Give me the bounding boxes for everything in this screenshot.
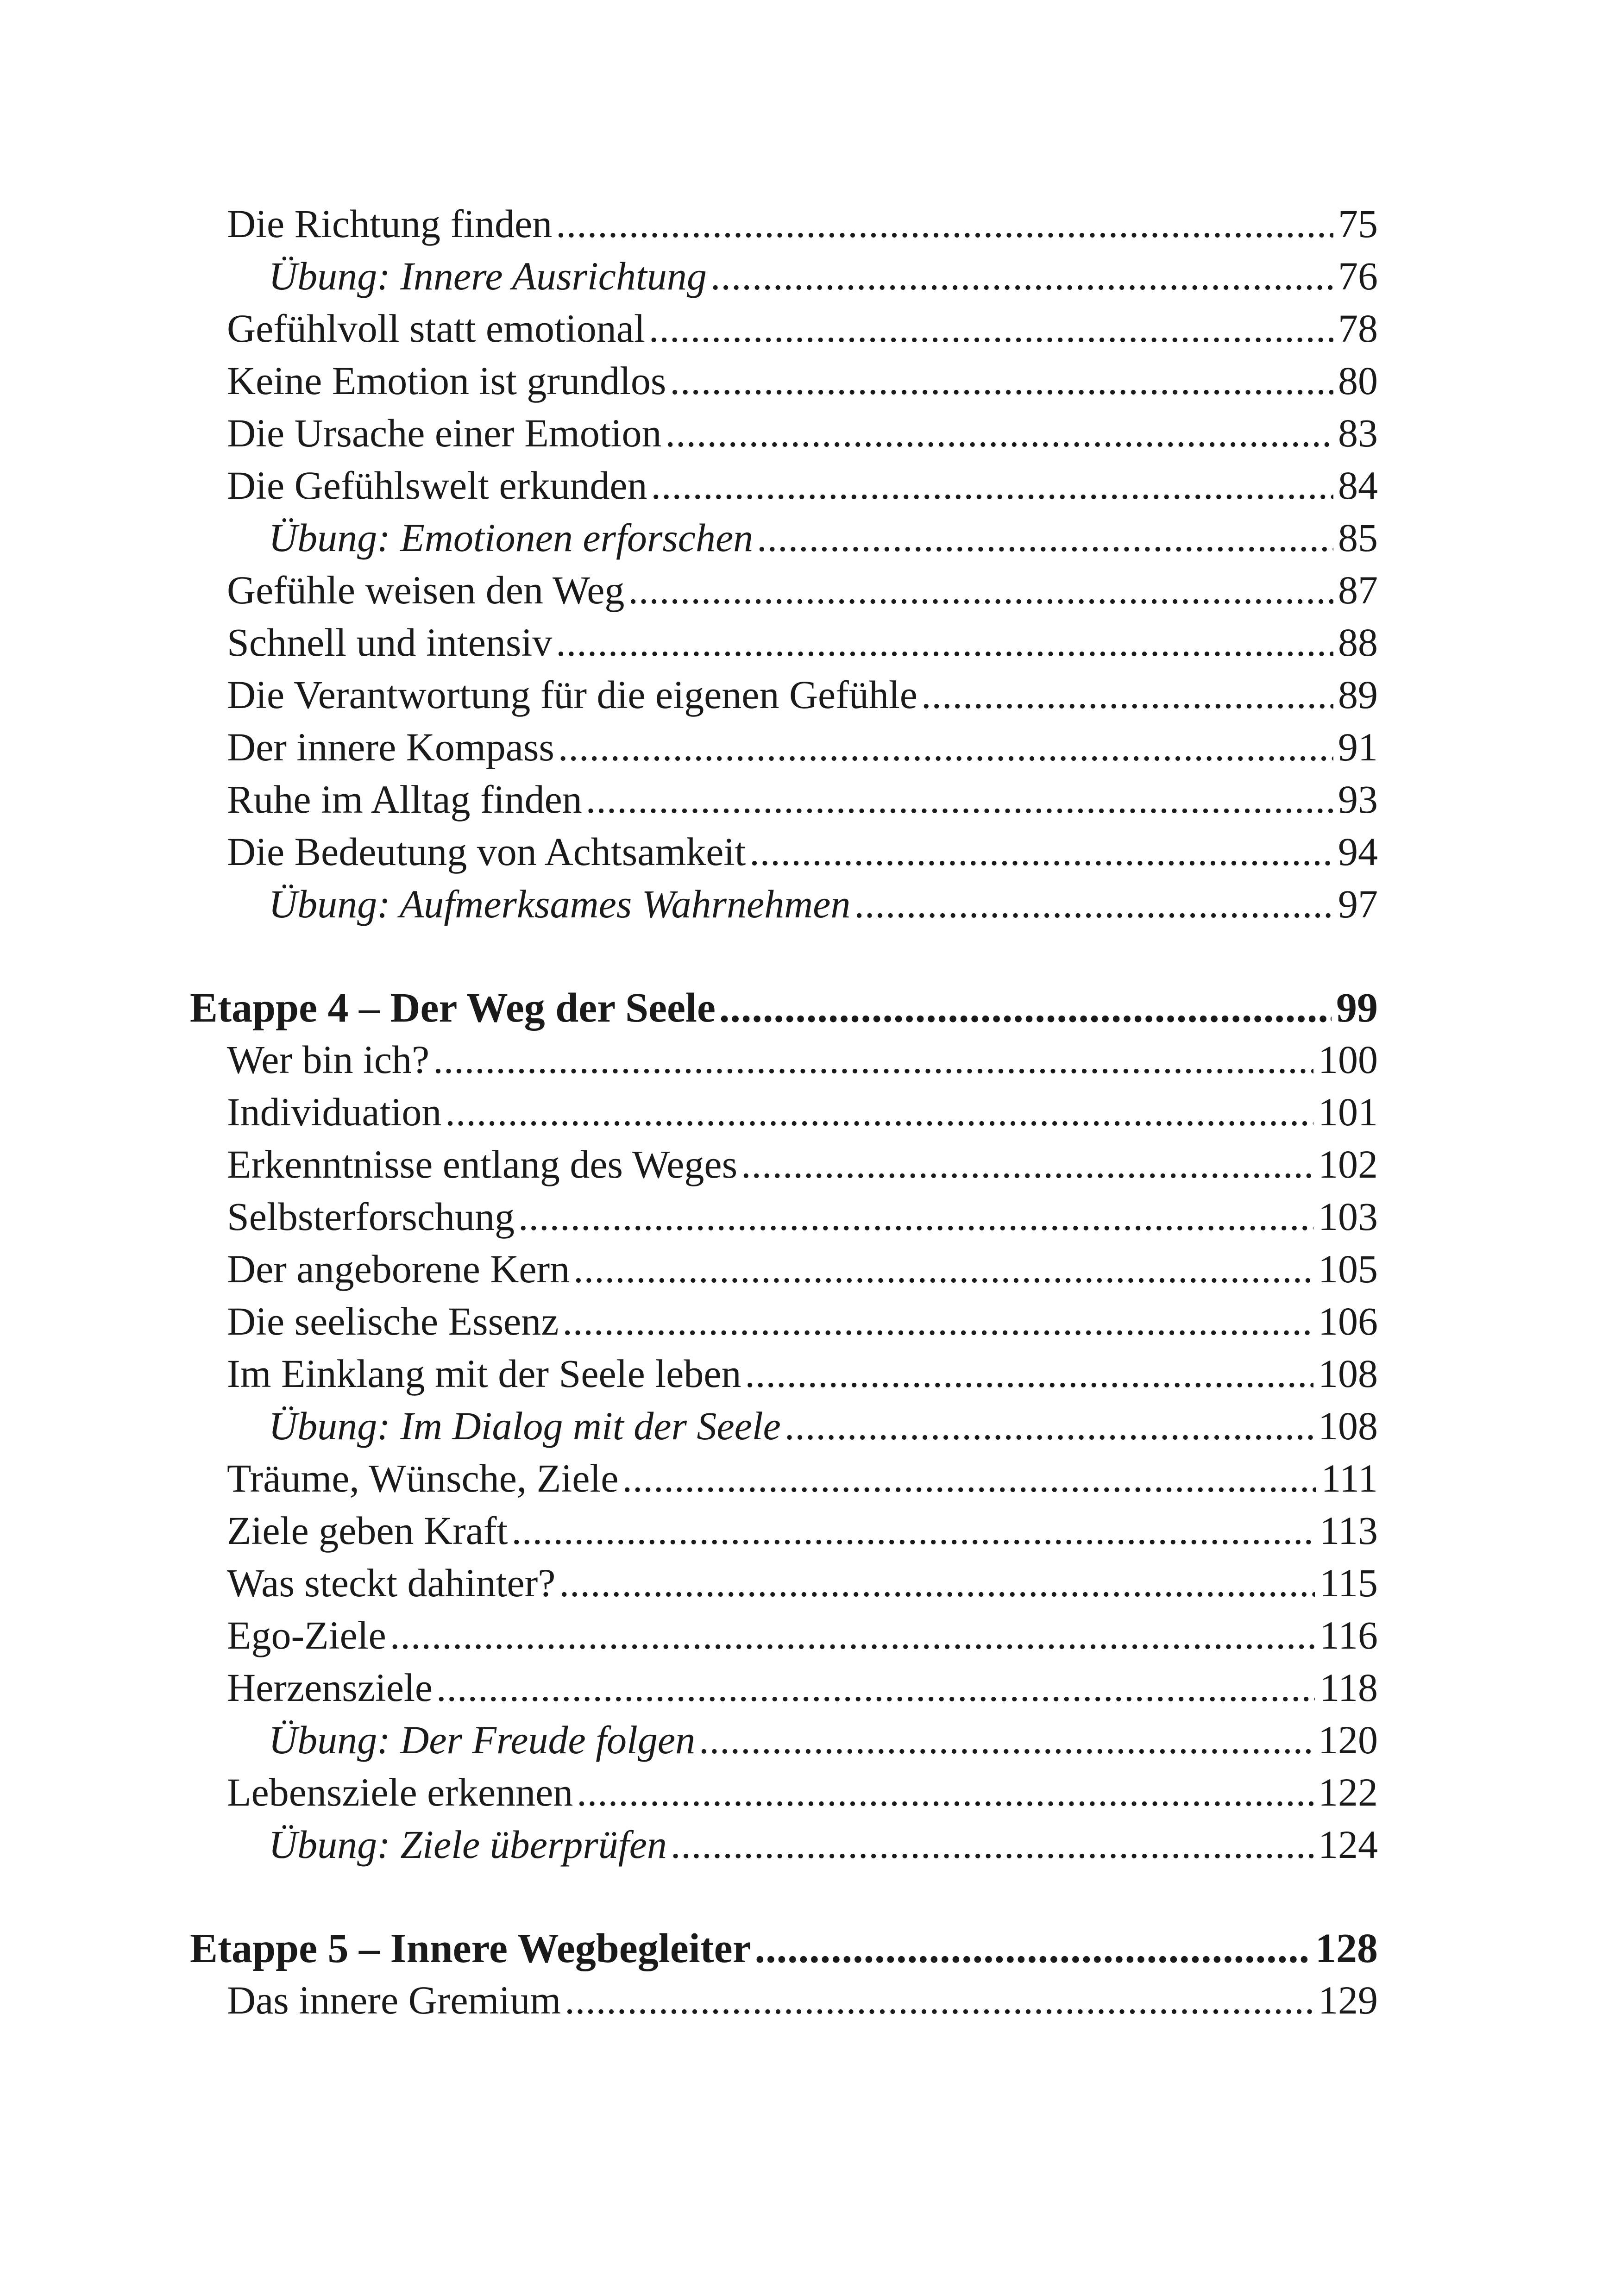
toc-entry-title: Gefühlvoll statt emotional — [227, 306, 645, 351]
toc-entry-section — [227, 1980, 1378, 2020]
toc-entry-section — [227, 1351, 1378, 1396]
toc-entry-page-number: 128 — [1315, 1926, 1378, 1971]
toc-entry-title: Die Verantwortung für die eigenen Gefühle — [227, 672, 917, 717]
toc-entry-section — [227, 1508, 1378, 1553]
toc-entry-title: Die Richtung finden — [227, 201, 553, 246]
toc-entry-title: Der angeborene Kern — [227, 1247, 570, 1291]
toc-entry-section — [227, 1194, 1378, 1239]
dot-leader — [573, 1249, 1313, 1289]
dot-leader — [710, 256, 1333, 296]
toc-entry-title: Die Bedeutung von Achtsamkeit — [227, 829, 746, 874]
toc-entry-title: Übung: Aufmerksames Wahrnehmen — [269, 882, 851, 926]
toc-entry-exercise — [269, 1822, 1378, 1867]
dot-leader — [390, 1615, 1315, 1655]
toc-entry-title: Übung: Innere Ausrichtung — [269, 254, 707, 298]
dot-leader — [671, 1825, 1313, 1864]
toc-entry-title: Gefühle weisen den Weg — [227, 568, 625, 612]
toc-entry-section — [227, 672, 1378, 717]
toc-entry-section — [227, 1144, 1378, 1184]
toc-entry-title: Ziele geben Kraft — [227, 1508, 508, 1553]
toc-entry-section — [227, 727, 1378, 767]
dot-leader — [665, 413, 1333, 453]
dot-leader — [719, 987, 1332, 1029]
dot-leader — [745, 1354, 1313, 1393]
toc-entry-page-number: 101 — [1318, 1090, 1378, 1134]
toc-entry-section — [227, 463, 1378, 508]
toc-entry-page-number: 116 — [1319, 1613, 1378, 1657]
toc-entry-page-number: 87 — [1338, 568, 1378, 612]
toc-entry-title: Was steckt dahinter? — [227, 1561, 556, 1605]
dot-leader — [565, 1980, 1313, 2020]
toc-entry-page-number: 118 — [1319, 1665, 1378, 1710]
toc-entry-page-number: 91 — [1338, 725, 1378, 769]
dot-leader — [562, 1301, 1313, 1341]
toc-entry-exercise — [269, 884, 1378, 924]
toc-entry-section — [227, 1249, 1378, 1289]
toc-entry-title: Übung: Ziele überprüfen — [269, 1822, 667, 1867]
toc-entry-title: Ruhe im Alltag finden — [227, 777, 582, 822]
toc-entry-page-number: 122 — [1318, 1770, 1378, 1814]
toc-entry-title: Das innere Gremium — [227, 1978, 561, 2022]
toc-entry-page-number: 76 — [1338, 254, 1378, 298]
toc-entry-page-number: 103 — [1318, 1194, 1378, 1239]
toc-entry-section — [227, 1563, 1378, 1603]
toc-entry-exercise — [269, 256, 1378, 296]
toc-entry-page-number: 102 — [1318, 1142, 1378, 1186]
dot-leader — [577, 1772, 1313, 1812]
toc-entry-page-number: 93 — [1338, 777, 1378, 822]
dot-leader — [622, 1458, 1316, 1498]
toc-entry-page-number: 120 — [1318, 1718, 1378, 1762]
toc-entry-title: Träume, Wünsche, Ziele — [227, 1456, 619, 1500]
toc-entry-section — [227, 413, 1378, 453]
toc-entry-title: Wer bin ich? — [227, 1037, 430, 1082]
dot-leader — [755, 1928, 1311, 1970]
dot-leader — [433, 1040, 1313, 1079]
toc-entry-exercise — [269, 515, 1378, 560]
toc-entry-title: Erkenntnisse entlang des Weges — [227, 1142, 738, 1186]
toc-entry-title: Übung: Emotionen erforschen — [269, 515, 754, 560]
dot-leader — [558, 727, 1333, 767]
toc-entry-page-number: 78 — [1338, 306, 1378, 351]
toc-entry-section — [227, 1615, 1378, 1655]
toc-entry-section — [227, 1665, 1378, 1710]
toc-entry-chapter — [190, 987, 1378, 1029]
dot-leader — [921, 675, 1333, 715]
toc-entry-title: Übung: Im Dialog mit der Seele — [269, 1404, 781, 1448]
dot-leader — [670, 361, 1333, 401]
dot-leader — [445, 1092, 1313, 1132]
toc-entry-section — [227, 1772, 1378, 1812]
toc-entry-section — [227, 1092, 1378, 1132]
toc-entry-title: Individuation — [227, 1090, 442, 1134]
toc-entry-exercise — [269, 1720, 1378, 1760]
toc-entry-section — [227, 620, 1378, 665]
dot-leader — [556, 622, 1333, 662]
toc-entry-title: Etappe 4 – Der Weg der Seele — [190, 985, 716, 1031]
toc-entry-page-number: 100 — [1318, 1037, 1378, 1082]
toc-entry-page-number: 105 — [1318, 1247, 1378, 1291]
toc-entry-page-number: 129 — [1318, 1978, 1378, 2022]
toc-entry-section — [227, 829, 1378, 874]
toc-entry-page-number: 99 — [1336, 985, 1378, 1031]
dot-leader — [559, 1563, 1315, 1603]
toc-entry-page-number: 108 — [1318, 1351, 1378, 1396]
toc-entry-section — [227, 1301, 1378, 1341]
dot-leader — [511, 1511, 1315, 1550]
toc-entry-page-number: 85 — [1338, 515, 1378, 560]
toc-entry-section — [227, 358, 1378, 403]
toc-entry-title: Übung: Der Freude folgen — [269, 1718, 696, 1762]
toc-entry-title: Herzensziele — [227, 1665, 433, 1710]
toc-entry-page-number: 89 — [1338, 672, 1378, 717]
dot-leader — [518, 1197, 1313, 1236]
toc-entry-title: Keine Emotion ist grundlos — [227, 358, 666, 403]
toc-entry-page-number: 84 — [1338, 463, 1378, 508]
dot-leader — [651, 465, 1334, 505]
toc-entry-chapter — [190, 1928, 1378, 1970]
toc-entry-section — [227, 201, 1378, 246]
toc-entry-title: Lebensziele erkennen — [227, 1770, 573, 1814]
toc-entry-title: Die seelische Essenz — [227, 1299, 559, 1343]
toc-entry-page-number: 111 — [1321, 1456, 1378, 1500]
toc-entry-title: Etappe 5 – Innere Wegbegleiter — [190, 1926, 751, 1971]
toc-entry-page-number: 88 — [1338, 620, 1378, 665]
dot-leader — [556, 204, 1333, 244]
toc-entry-title: Schnell und intensiv — [227, 620, 553, 665]
toc-entry-title: Der innere Kompass — [227, 725, 554, 769]
dot-leader — [586, 779, 1333, 819]
dot-leader — [649, 308, 1333, 348]
toc-entry-title: Die Gefühlswelt erkunden — [227, 463, 647, 508]
toc-entry-page-number: 97 — [1338, 882, 1378, 926]
dot-leader — [741, 1144, 1313, 1184]
toc-entry-title: Selbsterforschung — [227, 1194, 515, 1239]
dot-leader — [757, 518, 1333, 558]
dot-leader — [628, 570, 1333, 610]
toc-entry-page-number: 124 — [1318, 1822, 1378, 1867]
toc-entry-page-number: 106 — [1318, 1299, 1378, 1343]
toc-entry-section — [227, 1037, 1378, 1082]
toc-entry-title: Im Einklang mit der Seele leben — [227, 1351, 741, 1396]
toc-entry-exercise — [269, 1406, 1378, 1446]
toc-entry-title: Die Ursache einer Emotion — [227, 411, 662, 455]
toc-entry-page-number: 108 — [1318, 1404, 1378, 1448]
toc-entry-title: Ego-Ziele — [227, 1613, 386, 1657]
toc-entry-page-number: 83 — [1338, 411, 1378, 455]
dot-leader — [785, 1406, 1313, 1446]
toc-entry-page-number: 94 — [1338, 829, 1378, 874]
toc-entry-section — [227, 777, 1378, 822]
toc-entry-page-number: 80 — [1338, 358, 1378, 403]
toc-entry-page-number: 75 — [1338, 201, 1378, 246]
toc-entry-section — [227, 1458, 1378, 1498]
dot-leader — [436, 1668, 1315, 1707]
toc-entry-section — [227, 306, 1378, 351]
toc-entry-page-number: 113 — [1319, 1508, 1378, 1553]
dot-leader — [749, 832, 1333, 872]
toc-entry-page-number: 115 — [1319, 1561, 1378, 1605]
dot-leader — [699, 1720, 1313, 1760]
toc-entry-section — [227, 570, 1378, 610]
dot-leader — [854, 884, 1333, 924]
